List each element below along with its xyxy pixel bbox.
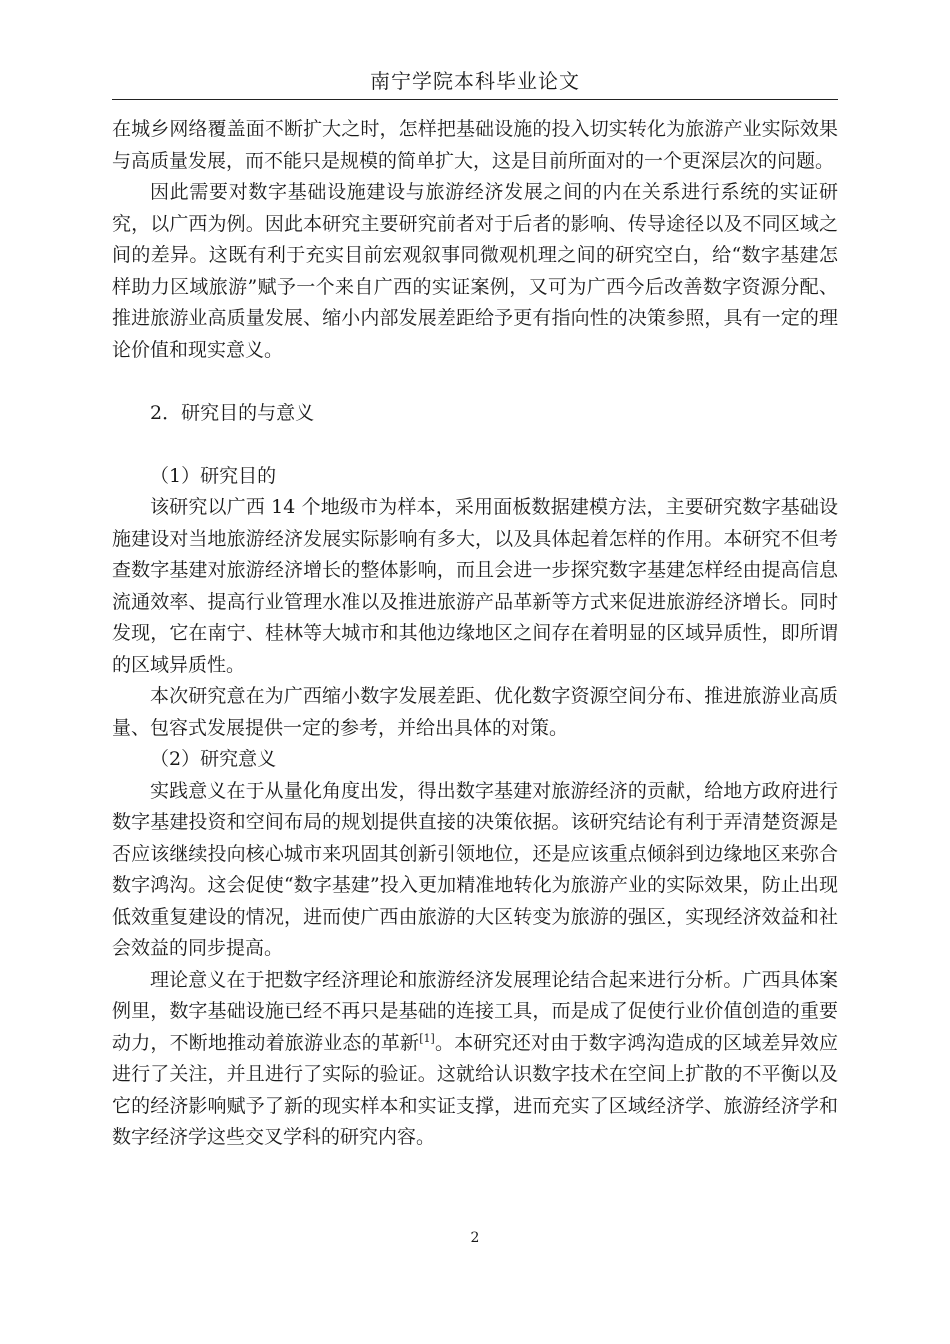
- paragraph-text-part: 理论意义在于把数字经济理论和旅游经济发展理论结合起来进行分析。广西具体案例里，数字基础设施已经不再只是基础的连接工具，而是成了促使行业价值创造的重要动力，不断地推动着旅游业态的革新: [112, 968, 838, 1054]
- header-divider: [112, 99, 838, 100]
- section-heading: 2．研究目的与意义: [150, 401, 315, 424]
- subsection-heading-purpose: （1）研究目的: [150, 464, 277, 487]
- subsection-heading-significance: （2）研究意义: [150, 748, 277, 770]
- paragraph-text-part: 。本研究还对由于数字鸿沟造成的区域差异效应进行了关注，并且进行了实际的验证。这就给认识数字技术在空间上扩散的不平衡以及它的经济影响赋予了新的现实样本和实证支撑，进而充实了区域经济学、旅游经济学和数字经济学这些交叉学科的研究内容。: [112, 1031, 838, 1148]
- paragraph-background: 因此需要对数字基础设施建设与旅游经济发展之间的内在关系进行系统的实证研究，以广西为例。因此本研究主要研究前者对于后者的影响、传导途径以及不同区域之间的差异。这既有利于充实目前宏观叙事同微观机理之间的研究空白，给“数字基建怎样助力区域旅游”赋予一个来自广西的实证案例，又可为广西今后改善数字资源分配、推进旅游业高质量发展、缩小内部发展差距给予更有指向性的决策参照，具有一定的理论价值和现实意义。: [112, 181, 838, 361]
- running-header: 南宁学院本科毕业论文: [370, 69, 580, 93]
- paragraph-purpose: 该研究以广西 14 个地级市为样本，采用面板数据建模方法，主要研究数字基础设施建设对当地旅游经济发展实际影响有多大，以及具体起着怎样的作用。本研究不但考查数字基建对旅游经济增长的整体影响，而且会进一步探究数字基建怎样经由提高信息流通效率、提高行业管理水准以及推进旅游产品革新等方式来促进旅游经济增长。同时发现，它在南宁、桂林等大城市和其他边缘地区之间存在着明显的区域异质性，即所谓的区域异质性。: [112, 496, 838, 676]
- page-number: 2: [470, 1230, 480, 1246]
- paragraph-continuation: 在城乡网络覆盖面不断扩大之时，怎样把基础设施的投入切实转化为旅游产业实际效果与高质量发展，而不能只是规模的简单扩大，这是目前所面对的一个更深层次的问题。: [112, 118, 838, 172]
- paragraph-theoretical-significance: [112, 965, 838, 1154]
- paragraph-practical-significance: 实践意义在于从量化角度出发，得出数字基建对旅游经济的贡献，给地方政府进行数字基建投资和空间布局的规划提供直接的决策依据。该研究结论有利于弄清楚资源是否应该继续投向核心城市来巩固其创新引领地位，还是应该重点倾斜到边缘地区来弥合数字鸿沟。这会促使“数字基建”投入更加精准地转化为旅游产业的实际效果，防止出现低效重复建设的情况，进而使广西由旅游的大区转变为旅游的强区，实现经济效益和社会效益的同步提高。: [112, 779, 838, 959]
- paragraph-purpose-aim: 本次研究意在为广西缩小数字发展差距、优化数字资源空间分布、推进旅游业高质量、包容式发展提供一定的参考，并给出具体的对策。: [112, 685, 838, 739]
- citation-reference: [1]: [419, 1031, 435, 1045]
- page-body: [112, 114, 838, 1154]
